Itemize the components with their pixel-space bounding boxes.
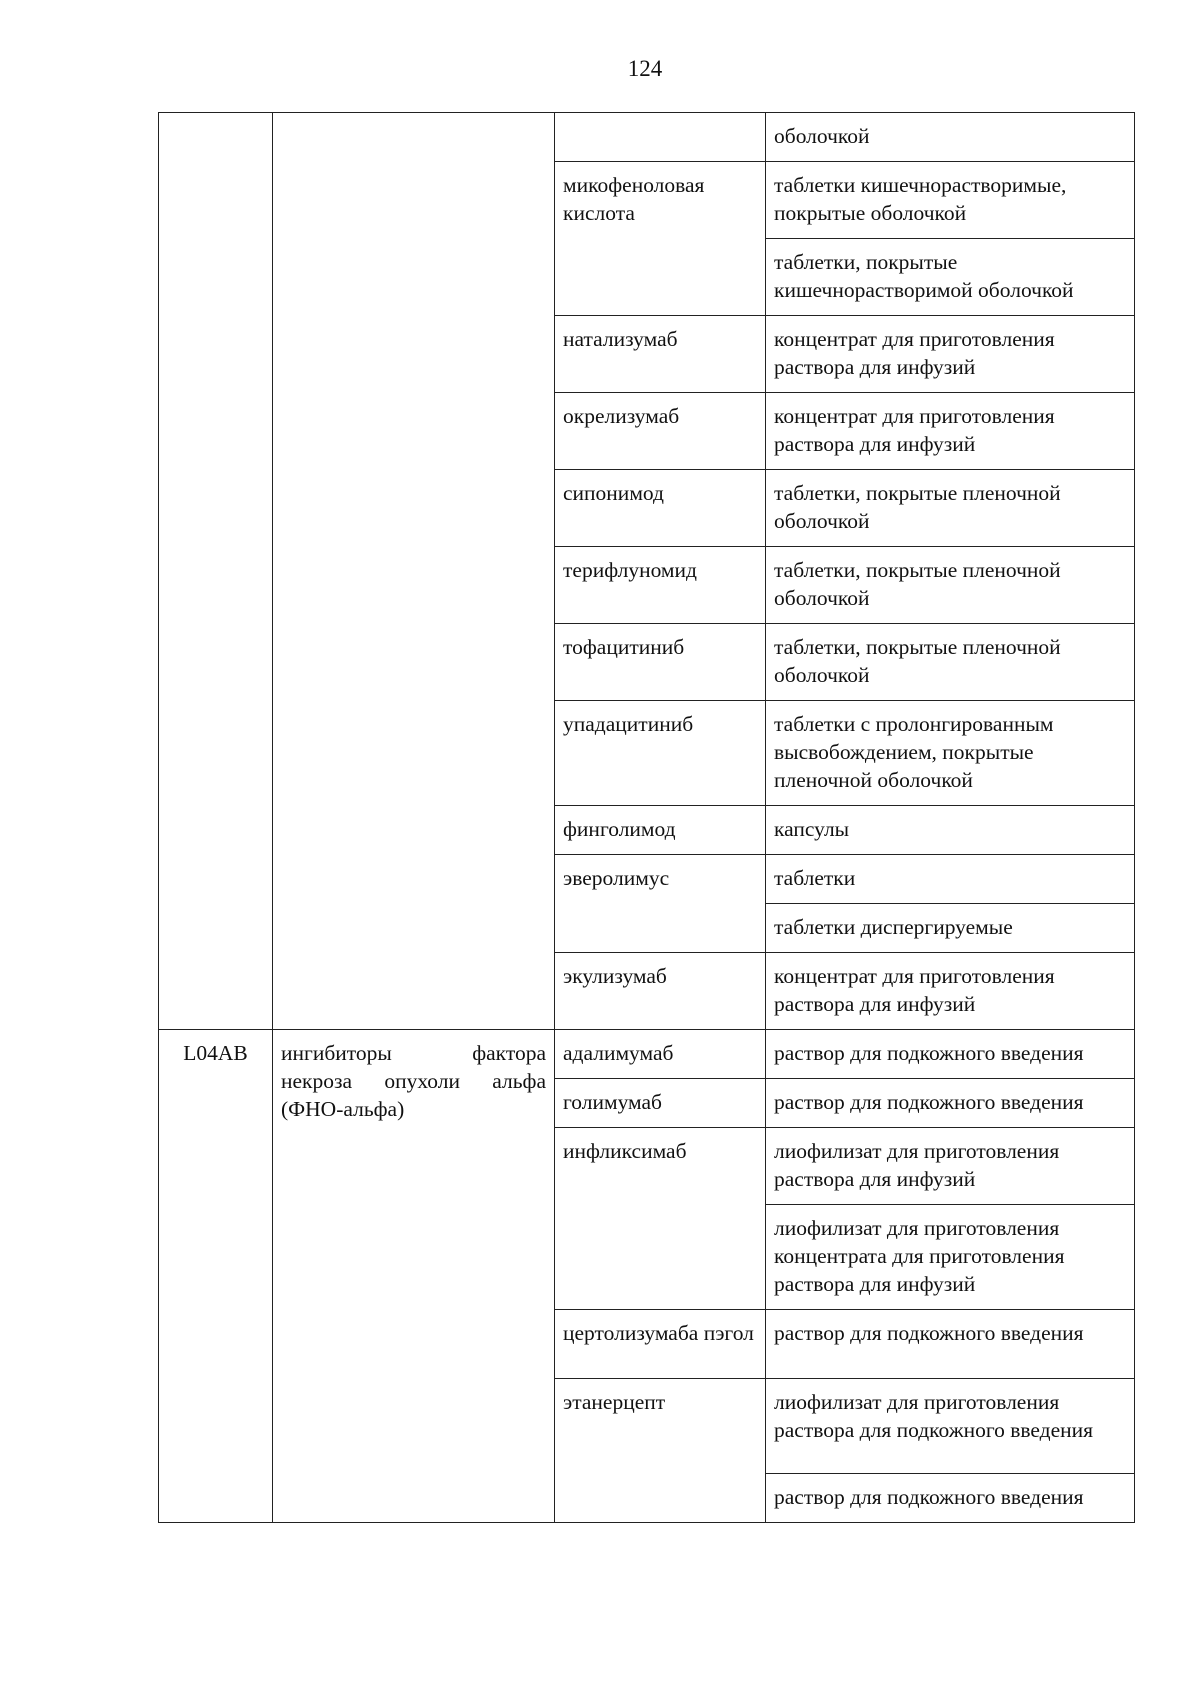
drug-name-cell: тофацитиниб — [555, 624, 766, 701]
dosage-form-cell: таблетки диспергируемые — [766, 904, 1135, 953]
dosage-form-cell: раствор для подкожного введения — [766, 1474, 1135, 1523]
table-row — [159, 1030, 1135, 1079]
atc-code-cell — [159, 113, 273, 1030]
drug-name-cell: адалимумаб — [555, 1030, 766, 1079]
dosage-form-cell: таблетки кишечнорастворимые, покрытые оболочкой — [766, 162, 1135, 239]
dosage-form-cell: таблетки, покрытые пленочной оболочкой — [766, 470, 1135, 547]
drug-name-cell: сипонимод — [555, 470, 766, 547]
table-row — [159, 113, 1135, 162]
drug-table — [158, 112, 1135, 1523]
drug-name-cell: этанерцепт — [555, 1379, 766, 1523]
drug-name-cell: эверолимус — [555, 855, 766, 953]
dosage-form-cell: концентрат для приготовления раствора для инфузий — [766, 393, 1135, 470]
drug-name-cell — [555, 113, 766, 162]
dosage-form-cell: таблетки, покрытые кишечнорастворимой оболочкой — [766, 239, 1135, 316]
dosage-form-cell: раствор для подкожного введения — [766, 1310, 1135, 1379]
page-number: 124 — [627, 56, 663, 81]
atc-code-cell: L04AB — [159, 1030, 273, 1523]
atc-group-cell — [273, 113, 555, 1030]
dosage-form-cell: концентрат для приготовления раствора для инфузий — [766, 953, 1135, 1030]
drug-name-cell: экулизумаб — [555, 953, 766, 1030]
drug-name-cell: голимумаб — [555, 1079, 766, 1128]
drug-name-cell: терифлуномид — [555, 547, 766, 624]
dosage-form-cell: капсулы — [766, 806, 1135, 855]
dosage-form-cell: оболочкой — [766, 113, 1135, 162]
dosage-form-cell: лиофилизат для приготовления раствора для инфузий — [766, 1128, 1135, 1205]
drug-name-cell: финголимод — [555, 806, 766, 855]
dosage-form-cell: лиофилизат для приготовления концентрата для приготовления раствора для инфузий — [766, 1205, 1135, 1310]
atc-group-cell: ингибиторы фактора некроза опухоли альфа (ФНО-альфа) — [273, 1030, 555, 1523]
dosage-form-cell: таблетки, покрытые пленочной оболочкой — [766, 547, 1135, 624]
drug-name-cell: микофеноловая кислота — [555, 162, 766, 316]
dosage-form-cell: таблетки с пролонгированным высвобождением, покрытые пленочной оболочкой — [766, 701, 1135, 806]
dosage-form-cell: концентрат для приготовления раствора для инфузий — [766, 316, 1135, 393]
dosage-form-cell: раствор для подкожного введения — [766, 1030, 1135, 1079]
drug-name-cell: упадацитиниб — [555, 701, 766, 806]
drug-name-cell: окрелизумаб — [555, 393, 766, 470]
dosage-form-cell: таблетки, покрытые пленочной оболочкой — [766, 624, 1135, 701]
drug-name-cell: цертолизумаба пэгол — [555, 1310, 766, 1379]
drug-name-cell: натализумаб — [555, 316, 766, 393]
dosage-form-cell: лиофилизат для приготовления раствора для подкожного введения — [766, 1379, 1135, 1474]
drug-name-cell: инфликсимаб — [555, 1128, 766, 1310]
dosage-form-cell: раствор для подкожного введения — [766, 1079, 1135, 1128]
dosage-form-cell: таблетки — [766, 855, 1135, 904]
